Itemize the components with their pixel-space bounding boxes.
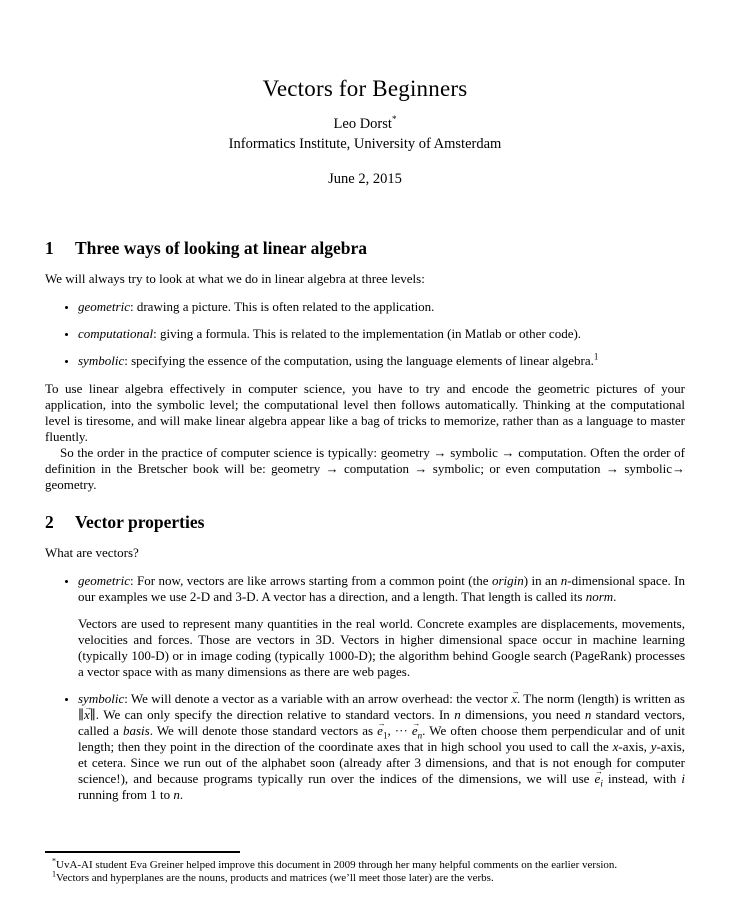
section-2-body	[45, 545, 685, 803]
bullet-item	[78, 691, 685, 803]
author-block	[45, 114, 685, 154]
author-affiliation: Informatics Institute, University of Amsterdam	[228, 136, 502, 152]
bullet-paragraph	[78, 299, 685, 315]
text-segment: geometric	[78, 299, 130, 314]
vector-symbol: x →	[511, 691, 517, 707]
paragraph	[45, 545, 685, 561]
footnote-area	[45, 851, 685, 886]
vector-symbol: x →	[84, 707, 90, 723]
text-segment: Vectors and hyperplanes are the nouns, products and matrices (we’ll meet those later) are the verbs.	[56, 872, 494, 884]
text-segment: dimensions, you need	[460, 707, 585, 722]
text-segment: To use linear algebra effectively in computer science, you have to try and encode the geometric pictures of your application, into the symbolic level; the computational level then follows automatically. Thinking at the computational level is tiresome, and will make linear algebra appear like a bag of tricks to memorize, rather than as a language to master fluently.	[45, 381, 685, 444]
text-segment: -axis, et cetera. Since we run out of the alphabet soon (already after 3 dimensions, and that is not enough for computer science!), and because programs typically run over the indices of the dimensions, we will use	[78, 739, 685, 786]
section-1	[45, 237, 685, 493]
text-segment: x	[612, 739, 619, 754]
text-segment: norm	[585, 589, 614, 604]
footnote-reference: 1	[52, 869, 56, 879]
text-segment: : specifying the essence of the computation, using the language elements of linear algebra.	[124, 353, 594, 368]
text-segment: symbolic	[78, 353, 125, 368]
footnote	[45, 855, 685, 873]
text-segment: basis	[122, 723, 150, 738]
section-2-number: 2	[45, 512, 54, 532]
text-segment: symbolic	[78, 691, 125, 706]
bullet-paragraph	[78, 573, 685, 605]
section-1-body	[45, 271, 685, 493]
section-1-number: 1	[45, 238, 54, 258]
bullet-paragraph	[78, 616, 685, 680]
bullet-paragraph	[78, 326, 685, 342]
text-segment: -axis,	[618, 739, 651, 754]
document-title-text: Vectors for Beginners	[262, 76, 468, 101]
bullet-paragraph	[78, 353, 685, 369]
text-segment: -dimensional space. In our examples we use 2-D and 3-D. A vector has a direction, and a length. That length is called its	[78, 573, 685, 604]
text-segment: geometric	[78, 573, 130, 588]
vector-symbol: e →	[595, 771, 601, 787]
text-segment: i	[681, 771, 686, 786]
paragraph	[45, 381, 685, 445]
section-2-title: Vector properties	[75, 512, 205, 532]
text-segment: : giving a formula. This is related to the implementation (in Matlab or other code).	[153, 326, 582, 341]
text-segment: computational	[78, 326, 154, 341]
document-content	[45, 0, 685, 803]
vector-symbol: e →	[377, 723, 383, 739]
text-segment: .	[179, 787, 184, 802]
document-date: June 2, 2015	[328, 171, 402, 187]
text-segment: : For now, vectors are like arrows starting from a common point (the	[129, 573, 492, 588]
text-segment: What are vectors?	[45, 545, 139, 560]
text-segment: UvA-AI student Eva Greiner helped improve this document in 2009 through her many helpful comments on the earlier version.	[56, 858, 618, 871]
text-segment: ) in an	[523, 573, 561, 588]
text-segment: Vectors are used to represent many quantities in the real world. Concrete examples are displacements, movements, velocities and forces. Those are vectors in 3D. Vectors in higher dimensional space occur in machine learning (typically 100-D) or in image coding (typically 1000-D); the algorithm behind Google search (PageRank) processes a vector space with as many dimensions as there are web pages.	[78, 616, 685, 679]
text-segment: standard vectors, called a	[78, 707, 686, 738]
section-1-title: Three ways of looking at linear algebra	[75, 238, 367, 258]
text-segment: 1	[382, 730, 388, 741]
bullet-item	[78, 573, 685, 680]
footnote-reference: 1	[593, 351, 599, 362]
section-1-heading	[45, 237, 685, 259]
section-2-heading	[45, 511, 685, 533]
footnote-rule	[45, 851, 240, 853]
text-segment: n	[560, 573, 568, 588]
author-name-line	[45, 114, 685, 134]
text-segment: ∥. We can only specify the direction relative to standard vectors. In	[89, 707, 455, 722]
text-segment: origin	[491, 573, 524, 588]
text-segment: y	[650, 739, 657, 754]
text-segment: running from 1 to	[78, 787, 174, 802]
document-title	[45, 75, 685, 102]
text-segment: . We often choose them perpendicular and of unit length; then they point in the direction of the coordinate axes that in high school you used to call the	[78, 723, 685, 754]
text-segment: n	[584, 707, 592, 722]
text-segment: . We will denote those standard vectors as	[149, 723, 378, 738]
bullet-item	[78, 326, 685, 342]
paragraph	[45, 271, 685, 287]
bullet-list	[45, 573, 685, 803]
footnote-list	[45, 855, 685, 886]
text-segment: n	[454, 707, 461, 722]
text-segment: i	[600, 778, 603, 789]
text-segment: . The norm (length) is written as ∥	[78, 691, 685, 722]
text-segment: instead, with	[602, 771, 682, 786]
paragraph	[45, 445, 685, 493]
footnote	[45, 869, 685, 886]
text-segment: So the order in the practice of computer science is typically: geometry → symbolic → computation. Often the order of definition in the Bretscher book will be: geometry → computation → symbolic; or even computation → symbolic→ geometry.	[45, 445, 685, 492]
text-segment: , ···	[387, 723, 412, 738]
vector-symbol: e →	[412, 723, 418, 739]
bullet-item	[78, 299, 685, 315]
text-segment: : drawing a picture. This is often related to the application.	[129, 299, 435, 314]
bullet-paragraph	[78, 691, 685, 803]
footnote-reference: *	[52, 855, 56, 865]
section-2	[45, 511, 685, 803]
author-name: Leo Dorst	[333, 116, 392, 132]
text-segment: .	[613, 589, 617, 604]
text-segment: We will always try to look at what we do in linear algebra at three levels:	[45, 271, 425, 286]
bullet-item	[78, 353, 685, 369]
text-segment: : We will denote a vector as a variable with an arrow overhead: the vector	[124, 691, 512, 706]
text-segment: n	[417, 730, 423, 741]
author-footnote-marker: *	[391, 114, 397, 125]
bullet-list	[45, 299, 685, 369]
text-segment: n	[173, 787, 180, 802]
